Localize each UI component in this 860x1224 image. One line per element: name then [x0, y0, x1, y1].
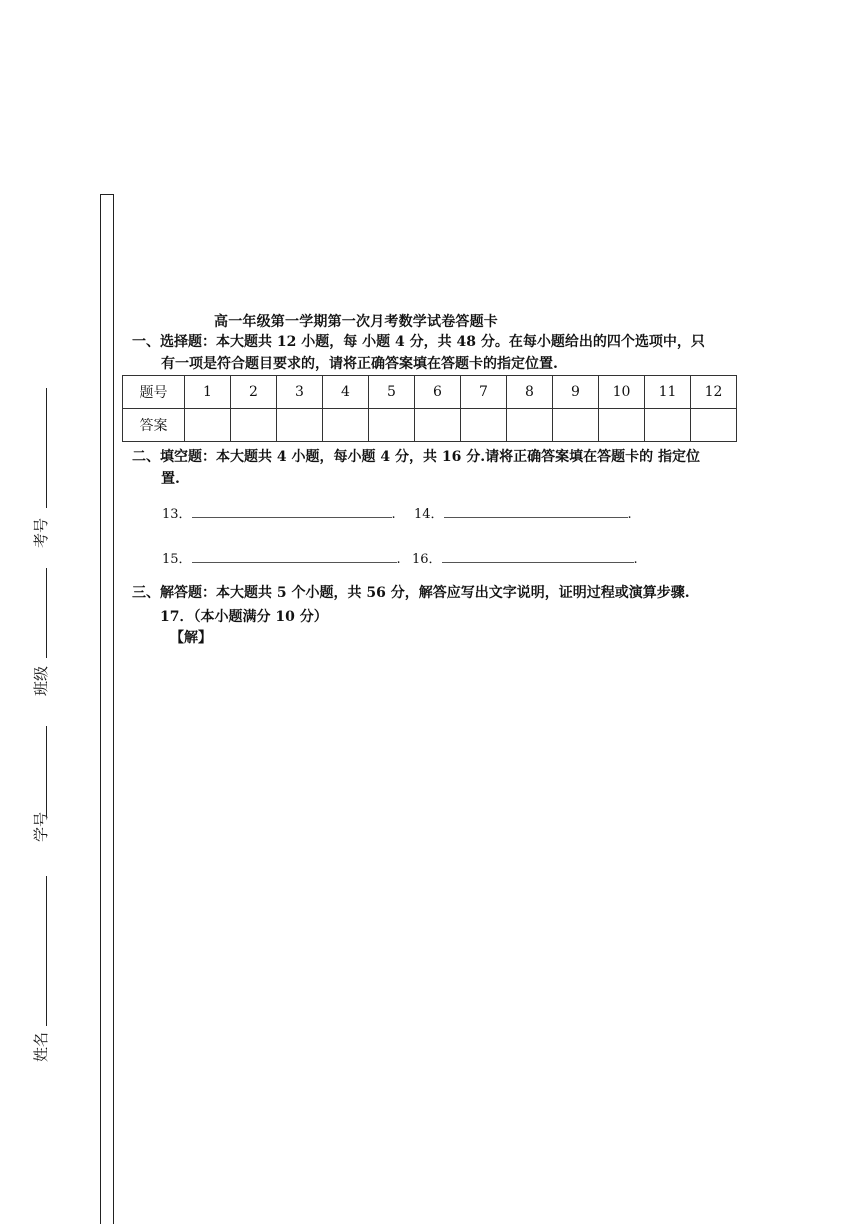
question-number: 2 — [231, 376, 277, 409]
solution-label: 【解】 — [170, 630, 212, 646]
exam-number-label: 考号 — [32, 517, 50, 548]
class-line — [46, 568, 47, 658]
question-number: 4 — [323, 376, 369, 409]
answer-cell[interactable] — [507, 409, 553, 442]
row-label-question: 题号 — [123, 376, 185, 409]
question-number-row — [123, 376, 737, 409]
name-label: 姓名 — [32, 1031, 50, 1062]
section2-instructions — [132, 446, 742, 490]
answer-cell[interactable] — [645, 409, 691, 442]
blank-15-line[interactable] — [192, 550, 397, 563]
blank-14-number: 14． — [414, 507, 444, 522]
question-number: 10 — [599, 376, 645, 409]
blank-13-line[interactable] — [192, 505, 392, 518]
answer-cell[interactable] — [185, 409, 231, 442]
page-title: 高一年级第一学期第一次月考数学试卷答题卡 — [214, 314, 498, 330]
question-17-heading: 17．（本小题满分 10 分） — [160, 609, 328, 625]
blank-14-period: . — [627, 507, 632, 522]
student-number-label: 学号 — [32, 811, 50, 842]
section2-line1: 二、填空题：本大题共 4 小题，每小题 4 分，共 16 分.请将正确答案填在答题卡的 指定位 — [132, 449, 700, 465]
answer-cell[interactable] — [277, 409, 323, 442]
blank-13-period: . — [391, 507, 396, 522]
blank-15-period: . — [396, 552, 401, 567]
answer-cell[interactable] — [553, 409, 599, 442]
blank-15-number: 15． — [162, 552, 192, 567]
student-number-line — [46, 726, 47, 816]
answer-cell[interactable] — [369, 409, 415, 442]
name-line — [46, 876, 47, 1026]
question-number: 5 — [369, 376, 415, 409]
question-number: 7 — [461, 376, 507, 409]
blank-16-line[interactable] — [442, 550, 634, 563]
blank-15 — [162, 548, 401, 567]
question-number: 11 — [645, 376, 691, 409]
blank-14-line[interactable] — [444, 505, 628, 518]
section1-line1: 一、选择题：本大题共 12 小题，每 小题 4 分，共 48 分。在每小题给出的四个选项中，只 — [132, 334, 705, 350]
question-number: 12 — [691, 376, 737, 409]
question-number: 6 — [415, 376, 461, 409]
blank-13-number: 13． — [162, 507, 192, 522]
question-number: 9 — [553, 376, 599, 409]
answer-table — [122, 375, 737, 442]
section1-line2: 有一项是符合题目要求的，请将正确答案填在答题卡的指定位置. — [161, 356, 558, 372]
row-label-answer: 答案 — [123, 409, 185, 442]
question-number: 1 — [185, 376, 231, 409]
blank-16-number: 16． — [412, 552, 442, 567]
question-number: 3 — [277, 376, 323, 409]
exam-number-line — [46, 388, 47, 508]
answer-row — [123, 409, 737, 442]
section3-instructions: 三、解答题：本大题共 5 个小题，共 56 分，解答应写出文字说明，证明过程或演算步骤. — [132, 585, 690, 601]
answer-cell[interactable] — [323, 409, 369, 442]
section1-instructions — [132, 331, 742, 375]
answer-cell[interactable] — [599, 409, 645, 442]
answer-cell[interactable] — [231, 409, 277, 442]
class-label: 班级 — [32, 665, 50, 696]
blank-13 — [162, 503, 396, 522]
blank-16-period: . — [633, 552, 638, 567]
blank-16 — [412, 548, 638, 567]
answer-cell[interactable] — [415, 409, 461, 442]
section2-line2: 置. — [161, 471, 180, 487]
answer-cell[interactable] — [691, 409, 737, 442]
blank-14 — [414, 503, 632, 522]
binding-border — [100, 194, 114, 1224]
question-number: 8 — [507, 376, 553, 409]
answer-cell[interactable] — [461, 409, 507, 442]
